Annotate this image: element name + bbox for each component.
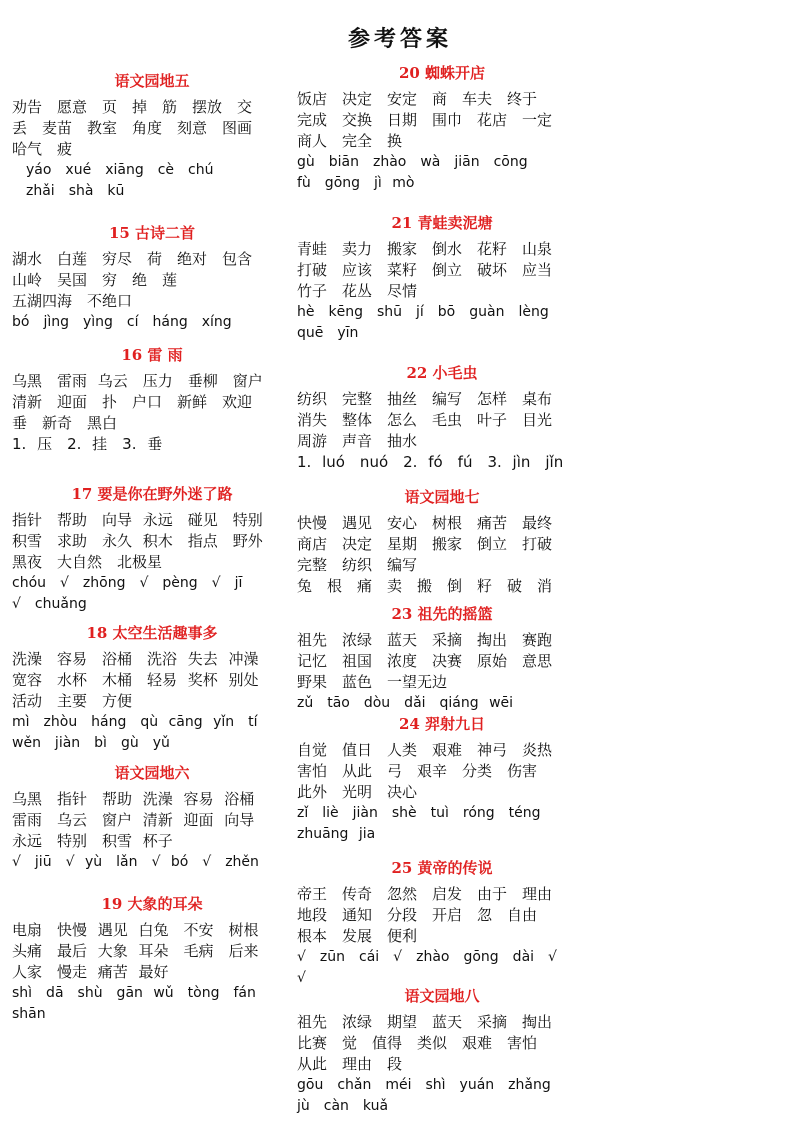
answer-line: 永远 特别 积雪 杯子 (12, 832, 173, 850)
answer-line: 害怕 从此 弓 艰辛 分类 伤害 (297, 762, 538, 780)
answer-line: 1. 压 2. 挂 3. 垂 (12, 435, 163, 453)
answer-line: 祖先 浓绿 期望 蓝天 采摘 掏出 (297, 1013, 553, 1031)
pinyin-line: shì dā shù gān wǔ tòng fán (12, 985, 256, 1001)
pinyin-line: zǐ liè jiàn shè tuì róng téng (297, 805, 541, 821)
answer-line: 祖先 浓绿 蓝天 采摘 掏出 赛跑 (297, 631, 553, 649)
section-yuwen-yuandi-8 (297, 985, 587, 1117)
answer-line: 帝王 传奇 忽然 启发 由于 理由 (297, 885, 553, 903)
pinyin-line: zhuāng jia (297, 826, 376, 842)
section-heading: 语文园地六 (114, 764, 190, 782)
pinyin-line: bó jìng yìng cí háng xíng (12, 314, 232, 330)
section-lesson-21 (297, 212, 587, 344)
section-lesson-23 (297, 603, 587, 714)
pinyin-line: √ jiū √ yù lǎn √ bó √ zhěn (12, 854, 259, 870)
answer-line: 纺织 完整 抽丝 编写 怎样 桌布 (297, 390, 553, 408)
section-heading: 25 黄帝的传说 (391, 859, 493, 877)
answer-line: 商人 完全 换 (297, 132, 403, 150)
answer-line: 商店 决定 星期 搬家 倒立 打破 (297, 535, 553, 553)
answer-line: 青蛙 卖力 搬家 倒水 花籽 山泉 (297, 240, 553, 258)
section-heading: 语文园地七 (404, 488, 480, 506)
answer-line: 自觉 值日 人类 艰难 神弓 炎热 (297, 741, 553, 759)
answer-line: 头痛 最后 大象 耳朵 毛病 后来 (12, 942, 259, 960)
pinyin-line: √ chuǎng (12, 596, 87, 612)
answer-line: 雷雨 乌云 窗户 清新 迎面 向导 (12, 811, 255, 829)
pinyin-line: wěn jiàn bì gù yǔ (12, 735, 170, 751)
answer-line: 快慢 遇见 安心 树根 痛苦 最终 (297, 514, 553, 532)
section-lesson-24 (297, 713, 587, 845)
section-heading: 语文园地五 (114, 72, 190, 90)
section-lesson-17 (12, 483, 292, 615)
section-lesson-19 (12, 893, 292, 1025)
answer-line: 湖水 白莲 穷尽 荷 绝对 包含 (12, 250, 253, 268)
section-heading: 24 羿射九日 (398, 715, 486, 733)
pinyin-line: gù biān zhào wà jiān cōng (297, 154, 528, 170)
pinyin-line: zǔ tāo dòu dǎi qiáng wēi (297, 695, 514, 711)
answer-line: 黑夜 大自然 北极星 (12, 553, 163, 571)
answer-line: 指针 帮助 向导 永远 碰见 特别 (12, 511, 263, 529)
answer-line: 宽容 水杯 木桶 轻易 奖杯 别处 (12, 671, 259, 689)
answer-line: 周游 声音 抽水 (297, 432, 418, 450)
answer-line: 打破 应该 菜籽 倒立 破坏 应当 (297, 261, 553, 279)
pinyin-line: √ zūn cái √ zhào gōng dài √ (297, 949, 557, 965)
section-heading: 20 蜘蛛开店 (398, 64, 486, 82)
section-heading: 15 古诗二首 (108, 224, 196, 242)
section-lesson-16 (12, 344, 292, 455)
section-lesson-25 (297, 857, 587, 989)
answer-line: 乌黑 指针 帮助 洗澡 容易 浴桶 (12, 790, 255, 808)
section-yuwen-yuandi-7 (297, 486, 587, 597)
section-heading: 19 大象的耳朵 (101, 895, 203, 913)
answer-line: 兔 根 痛 卖 搬 倒 籽 破 消 (297, 577, 553, 595)
answer-line: 清新 迎面 扑 户口 新鲜 欢迎 (12, 393, 253, 411)
answer-line: 此外 光明 决心 (297, 783, 418, 801)
section-heading: 22 小毛虫 (406, 364, 478, 382)
pinyin-line: √ (297, 970, 306, 986)
answer-line: 完成 交换 日期 围巾 花店 一定 (297, 111, 553, 129)
page-title: 参考答案 (347, 26, 452, 52)
answer-line: 哈气 疲 (12, 140, 73, 158)
answer-line: 1. luó nuó 2. fó fú 3. jìn jǐn (297, 453, 564, 471)
answer-line: 洗澡 容易 浴桶 洗浴 失去 冲澡 (12, 650, 259, 668)
section-yuwen-yuandi-6 (12, 762, 292, 873)
answer-line: 饭店 决定 安定 商 车夫 终于 (297, 90, 538, 108)
pinyin-line: shān (12, 1006, 46, 1022)
answer-line: 根本 发展 便利 (297, 927, 418, 945)
answer-line: 丢 麦苗 教室 角度 刻意 图画 (12, 119, 253, 137)
pinyin-line: mì zhòu háng qù cāng yǐn tí (12, 714, 258, 730)
answer-line: 记忆 祖国 浓度 决赛 原始 意思 (297, 652, 553, 670)
answer-line: 地段 通知 分段 开启 忽 自由 (297, 906, 538, 924)
section-heading: 21 青蛙卖泥塘 (391, 214, 493, 232)
section-lesson-20 (297, 62, 587, 194)
answer-line: 电扇 快慢 遇见 白兔 不安 树根 (12, 921, 259, 939)
answer-line: 消失 整体 怎么 毛虫 叶子 目光 (297, 411, 553, 429)
answer-line: 垂 新奇 黑白 (12, 414, 118, 432)
pinyin-line: hè kēng shū jí bō guàn lèng (297, 304, 549, 320)
answer-line: 完整 纺织 编写 (297, 556, 418, 574)
section-heading: 16 雷 雨 (121, 346, 183, 364)
section-heading: 18 太空生活趣事多 (86, 624, 218, 642)
answer-line: 活动 主要 方便 (12, 692, 133, 710)
section-yuwen-yuandi-5 (12, 70, 292, 202)
answer-line: 从此 理由 段 (297, 1055, 403, 1073)
section-heading: 17 要是你在野外迷了路 (71, 485, 233, 503)
answer-line: 人家 慢走 痛苦 最好 (12, 963, 169, 981)
answer-line: 积雪 求助 永久 积木 指点 野外 (12, 532, 263, 550)
answer-line: 五湖四海 不绝口 (12, 292, 133, 310)
section-heading: 23 祖先的摇篮 (391, 605, 493, 623)
pinyin-line: zhǎi shà kū (12, 183, 125, 199)
pinyin-line: fù gōng jì mò (297, 175, 415, 191)
pinyin-line: chóu √ zhōng √ pèng √ jī (12, 575, 243, 591)
section-lesson-18 (12, 622, 292, 754)
pinyin-line: yáo xué xiāng cè chú (12, 162, 214, 178)
section-lesson-15 (12, 222, 292, 333)
answer-line: 乌黑 雷雨 乌云 压力 垂柳 窗户 (12, 372, 263, 390)
answer-line: 山岭 吴国 穷 绝 莲 (12, 271, 178, 289)
answer-line: 劝告 愿意 页 掉 筋 摆放 交 (12, 98, 253, 116)
section-heading: 语文园地八 (404, 987, 480, 1005)
answer-line: 比赛 觉 值得 类似 艰难 害怕 (297, 1034, 538, 1052)
pinyin-line: jù càn kuǎ (297, 1098, 389, 1114)
answer-line: 竹子 花丛 尽情 (297, 282, 418, 300)
answer-line: 野果 蓝色 一望无边 (297, 673, 448, 691)
pinyin-line: gōu chǎn méi shì yuán zhǎng (297, 1077, 551, 1093)
pinyin-line: quē yīn (297, 325, 359, 341)
section-lesson-22 (297, 362, 587, 473)
